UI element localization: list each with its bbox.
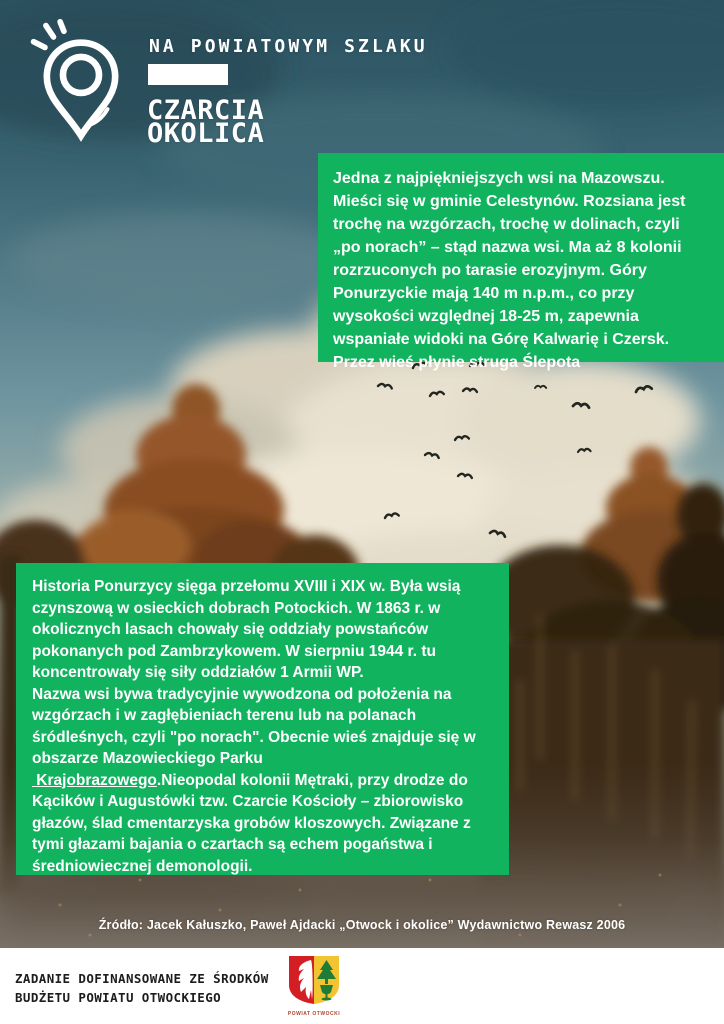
history-text-box <box>16 563 509 875</box>
intro-paragraph: Jedna z najpiękniejszych wsi na Mazowszu. Mieści się w gminie Celestynów. Rozsiana jest trochę na wzgórzach, trochę w dolinach, czyli „po norach” – stąd nazwa wsi. Ma aż 8 kolonii rozrzuconych po tarasie erozyjnym. Góry Ponurzyckie mają 140 m n.p.m., co przy wysokości względnej 18-25 m, zapewnia wspaniałe widoki na Górę Kalwarię i Czersk. Przez wieś płynie struga Ślepota <box>333 170 686 371</box>
history-para-2-end: .Nieopodal kolonii Mętraki, przy drodze do Kącików i Augustówki tzw. Czarcie Kościoły – zbiorowisko głazów, ślad cmentarzyska grobów kloszowych. Związane z tymi głazami bajania o czartach są echem pogaństwa i średniowiecznej demonologii. <box>32 771 471 875</box>
funding-line-2: BUDŻETU POWIATU OTWOCKIEGO <box>15 990 222 1005</box>
footer <box>0 948 724 1024</box>
intro-text-box <box>318 153 724 371</box>
funding-statement <box>15 969 269 1007</box>
title-line-2: OKOLICA <box>147 118 265 149</box>
park-link[interactable]: Krajobrazowego <box>32 771 157 789</box>
history-para-1: Historia Ponurzycy sięga przełomu XVIII i XIX w. Była wsią czynszową w osieckich dobrach Potockich. W 1863 r. w okolicznych lasach chowały się oddziały powstańców pokonanych pod Zambrzykowem. W sierpniu 1944 r. tu koncentrowały się siły oddziałów 1 Armii WP. <box>32 578 461 681</box>
page-title <box>147 95 265 149</box>
source-citation: Źródło: Jacek Kałuszko, Paweł Ajdacki „Otwock i okolice” Wydawnictwo Rewasz 2006 <box>98 918 626 932</box>
coat-of-arms-caption: POWIAT OTWOCKI <box>287 1011 341 1017</box>
title-line-1: CZARCIA <box>147 95 265 126</box>
location-pin-icon <box>24 18 138 148</box>
coat-of-arms <box>286 955 342 1017</box>
funding-line-1: ZADANIE DOFINANSOWANE ZE ŚRODKÓW <box>15 971 269 986</box>
powiat-otwocki-coat-of-arms-icon <box>287 955 341 1005</box>
history-para-2-start: Nazwa wsi bywa tradycyjnie wywodzona od położenia na wzgórzach i w zagłębieniach terenu lub na polanach śródleśnych, czyli "po norach". Obecnie wieś znajduje się w obszarze Mazowieckiego Parku <box>32 685 476 767</box>
kicker: NA POWIATOWYM SZLAKU <box>149 36 428 57</box>
title-divider <box>148 64 228 85</box>
history-paragraph <box>32 576 493 875</box>
